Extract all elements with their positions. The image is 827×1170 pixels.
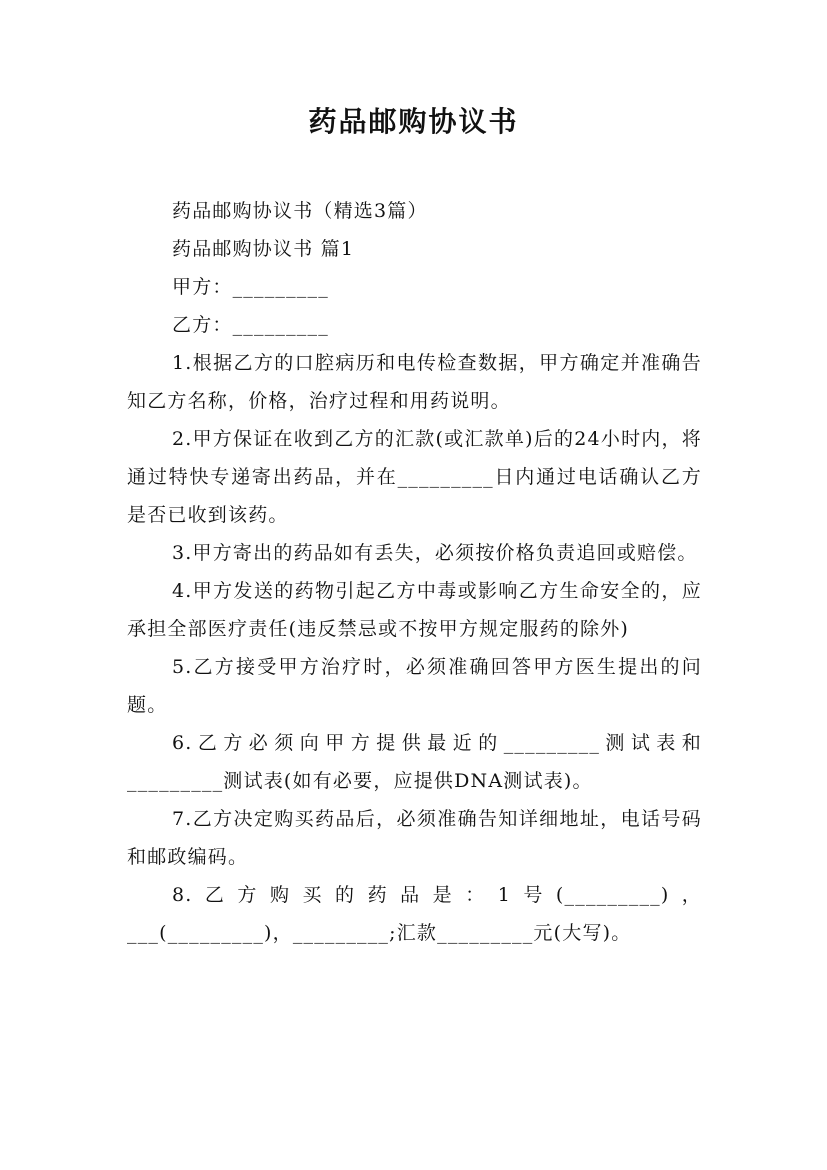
party-b-line: 乙方：_________ [172,314,329,336]
party-a-line: 甲方：_________ [172,276,329,298]
subtitle-line: 药品邮购协议书（精选3篇） [172,200,428,222]
clause-3: 3.甲方寄出的药品如有丢失，必须按价格负责追回或赔偿。 [172,542,698,564]
clause-1: 1.根据乙方的口腔病历和电传检查数据，甲方确定并准确告知乙方名称，价格，治疗过程和用药说明。 [127,352,702,412]
clause-5: 5.乙方接受甲方治疗时，必须准确回答甲方医生提出的问题。 [127,656,702,716]
clause-7: 7.乙方决定购买药品后，必须准确告知详细地址，电话号码和邮政编码。 [127,808,702,868]
clause-6: 6.乙方必须向甲方提供最近的_________测试表和_________测试表(如有必要，应提供DNA测试表)。 [127,732,702,792]
clause-8: 8.乙方购买的药品是：1号(_________)，___(_________)，_________;汇款_________元(大写)。 [127,884,702,944]
document-title: 药品邮购协议书 [308,105,519,138]
clause-4: 4.甲方发送的药物引起乙方中毒或影响乙方生命安全的，应承担全部医疗责任(违反禁忌或不按甲方规定服药的除外) [127,580,702,640]
section-heading: 药品邮购协议书 篇1 [172,238,355,260]
clause-2: 2.甲方保证在收到乙方的汇款(或汇款单)后的24小时内，将通过特快专递寄出药品，并在_________日内通过电话确认乙方是否已收到该药。 [127,428,702,526]
document-body [127,192,702,952]
